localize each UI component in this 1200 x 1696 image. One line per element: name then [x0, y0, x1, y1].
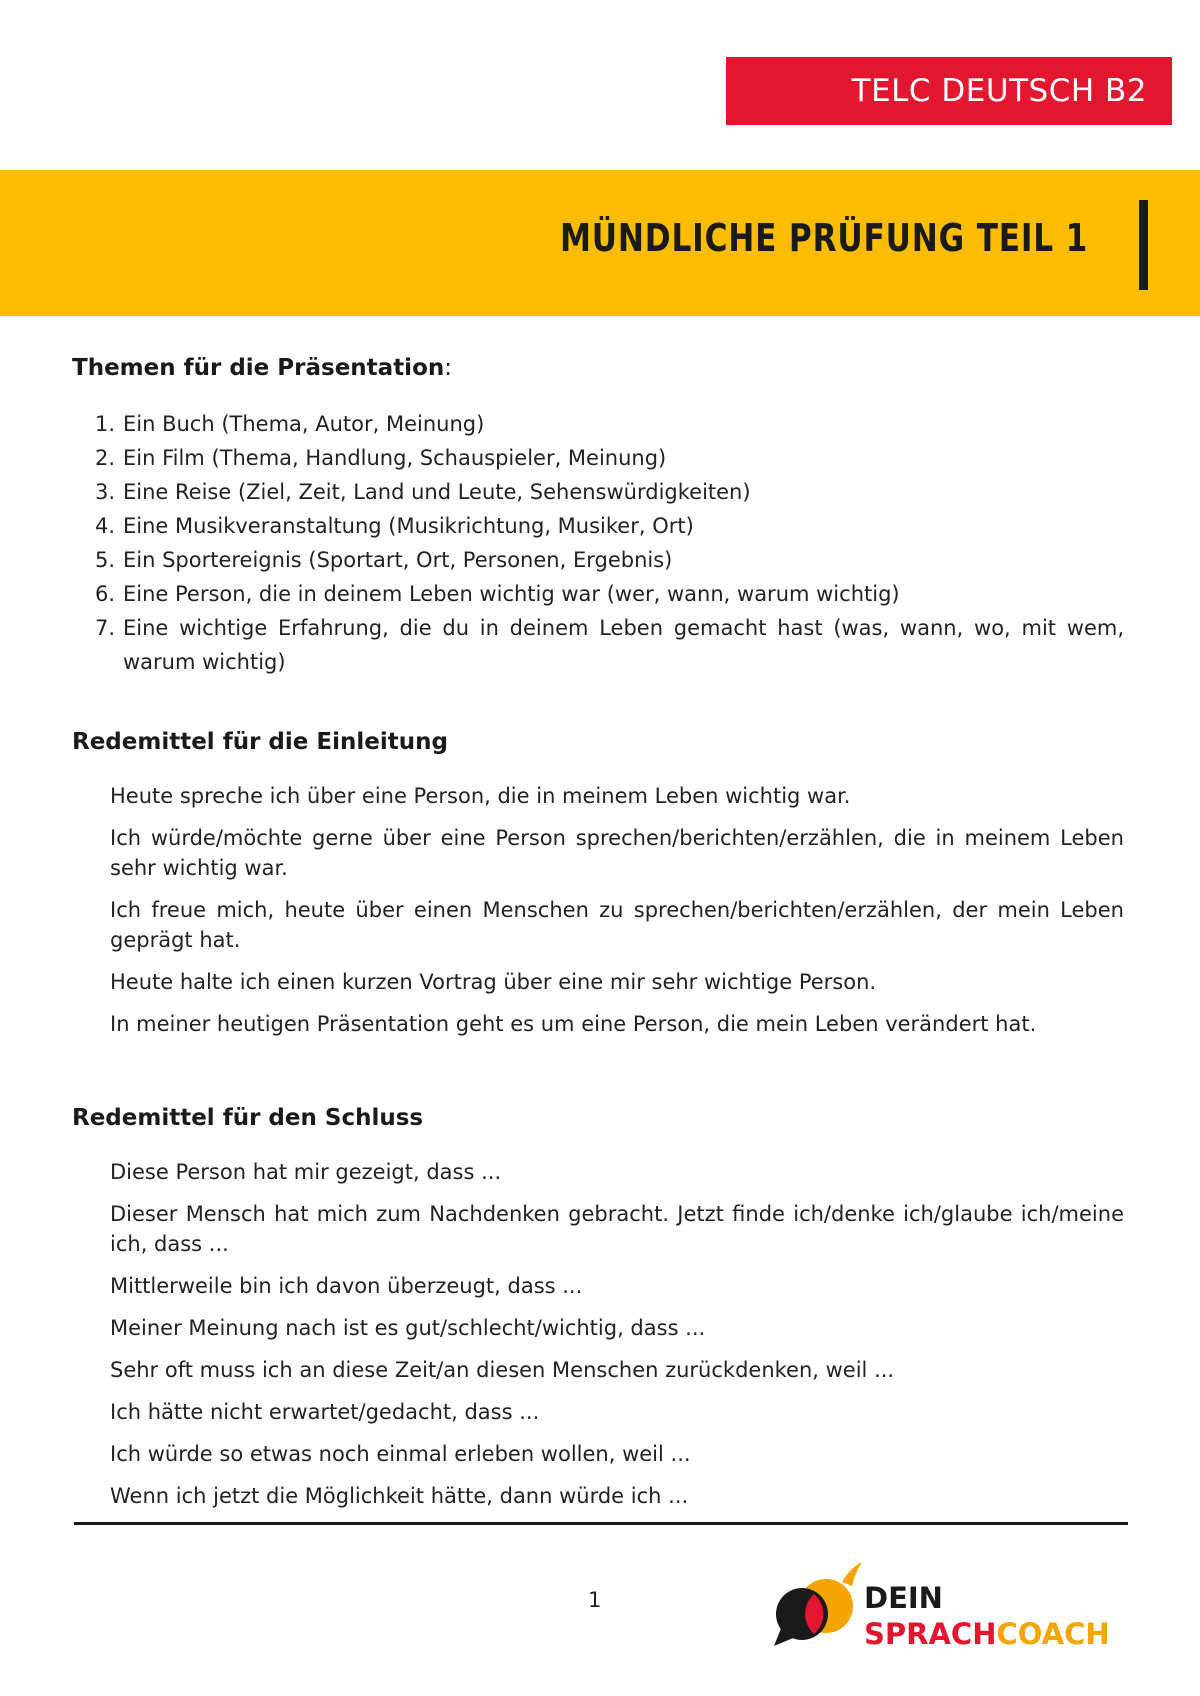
page-number: 1: [588, 1588, 602, 1612]
speech-bubble-logo-icon: [768, 1560, 864, 1670]
topic-text: Ein Film (Thema, Handlung, Schauspieler, Meinung): [123, 446, 667, 470]
brand-name: DEIN SPRACHCOACH: [864, 1581, 1110, 1651]
topic-item: [72, 441, 1124, 475]
topic-number: 7.: [94, 616, 115, 640]
end-heading: Redemittel für den Schluss: [72, 1105, 424, 1131]
topic-number: 3.: [94, 480, 115, 504]
page-title: MÜNDLICHE PRÜFUNG TEIL 1: [559, 216, 1088, 260]
topic-item: [72, 611, 1124, 679]
intro-phrase: Heute halte ich einen kurzen Vortrag über eine mir sehr wichtige Person.: [110, 970, 877, 994]
main-content: [72, 355, 1124, 1523]
topic-text: Ein Buch (Thema, Autor, Meinung): [123, 412, 485, 436]
topic-text: Eine wichtige Erfahrung, die du in deinem Leben gemacht hast (was, wann, wo, mit wem, warum wichtig): [123, 616, 1124, 674]
end-phrase: Ich hätte nicht erwartet/gedacht, dass ...: [110, 1400, 540, 1424]
topic-item: [72, 407, 1124, 441]
topic-item: [72, 475, 1124, 509]
intro-phrase: In meiner heutigen Präsentation geht es um eine Person, die mein Leben verändert hat.: [110, 1012, 1037, 1036]
topics-section: [72, 355, 1124, 679]
intro-heading: Redemittel für die Einleitung: [72, 729, 448, 755]
topic-number: 1.: [94, 412, 115, 436]
topic-item: [72, 577, 1124, 611]
topic-text: Eine Person, die in deinem Leben wichtig war (wer, wann, warum wichtig): [123, 582, 900, 606]
topic-text: Eine Reise (Ziel, Zeit, Land und Leute, Sehenswürdigkeiten): [123, 480, 751, 504]
footer-divider: [74, 1522, 1128, 1525]
end-phrase: Wenn ich jetzt die Möglichkeit hätte, dann würde ich ...: [110, 1484, 689, 1508]
end-phrase: Ich würde so etwas noch einmal erleben wollen, weil ...: [110, 1442, 691, 1466]
end-phrase: Diese Person hat mir gezeigt, dass ...: [110, 1160, 502, 1184]
topic-number: 4.: [94, 514, 115, 538]
end-phrases: [72, 1157, 1124, 1511]
exam-badge: [726, 57, 1172, 125]
topic-item: [72, 543, 1124, 577]
topic-number: 5.: [94, 548, 115, 572]
intro-phrase: Heute spreche ich über eine Person, die in meinem Leben wichtig war.: [110, 784, 851, 808]
topics-list: [72, 407, 1124, 679]
intro-phrase: Ich würde/möchte gerne über eine Person sprechen/berichten/erzählen, die in meinem Leben sehr wichtig war.: [110, 826, 1124, 880]
topic-text: Ein Sportereignis (Sportart, Ort, Personen, Ergebnis): [123, 548, 673, 572]
intro-phrases: [72, 781, 1124, 1039]
topics-heading: Themen für die Präsentation:: [72, 355, 452, 381]
banner-accent-bar: [1139, 200, 1148, 290]
topic-item: [72, 509, 1124, 543]
intro-section: [72, 729, 1124, 1039]
topic-number: 2.: [94, 446, 115, 470]
end-phrase: Sehr oft muss ich an diese Zeit/an diesen Menschen zurückdenken, weil ...: [110, 1358, 895, 1382]
end-phrase: Mittlerweile bin ich davon überzeugt, dass ...: [110, 1274, 583, 1298]
exam-badge-label: TELC DEUTSCH B2: [851, 73, 1147, 109]
topic-number: 6.: [94, 582, 115, 606]
title-banner: [0, 170, 1200, 316]
end-section: [72, 1105, 1124, 1511]
intro-phrase: Ich freue mich, heute über einen Menschen zu sprechen/berichten/erzählen, der mein Leben geprägt hat.: [110, 898, 1124, 952]
topic-text: Eine Musikveranstaltung (Musikrichtung, Musiker, Ort): [123, 514, 694, 538]
end-phrase: Meiner Meinung nach ist es gut/schlecht/wichtig, dass ...: [110, 1316, 706, 1340]
end-phrase: Dieser Mensch hat mich zum Nachdenken gebracht. Jetzt finde ich/denke ich/glaube ich/meine ich, dass ...: [110, 1202, 1124, 1256]
brand-logo: [768, 1560, 1108, 1670]
